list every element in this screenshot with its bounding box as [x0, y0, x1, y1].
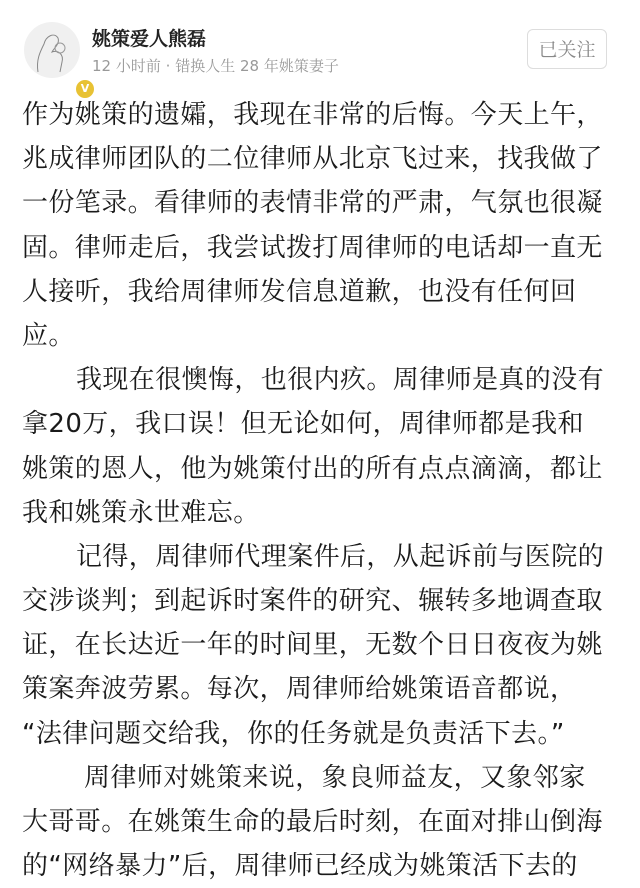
article-line: 作为姚策的遗孀，我现在非常的后悔。今天上午，	[22, 100, 603, 130]
article-line: 我现在很懊悔，也很内疚。周律师是真的没有	[76, 365, 605, 396]
article-line: 记得，周律师代理案件后，从起诉前与医院的	[76, 541, 605, 572]
article-line: 姚策的恩人，他为姚策付出的所有点点滴滴，都让	[22, 453, 603, 484]
post-header	[0, 0, 640, 95]
article-line: 我和姚策永世难忘。	[22, 497, 260, 528]
article-body	[22, 93, 632, 888]
post-meta	[92, 55, 339, 76]
article-line: 证，在长达近一年的时间里，无数个日日夜夜为姚	[22, 630, 603, 661]
verified-badge-icon: V	[74, 78, 96, 100]
article-line: 应。	[22, 320, 75, 351]
article-line: 一份笔录。看律师的表情非常的严肃，气氛也很凝	[22, 188, 603, 219]
meta-separator: ·	[165, 57, 171, 75]
article-line: 策案奔波劳累。每次，周律师给姚策语音都说，	[22, 674, 577, 705]
follow-button[interactable]: 已关注	[527, 29, 607, 69]
avatar[interactable]	[24, 22, 90, 95]
article-line: 人接听，我给周律师发信息道歉，也没有任何回	[22, 276, 577, 307]
article-line: 的“网络暴力”后，周律师已经成为姚策活下去的	[22, 851, 578, 882]
article-line: 周律师对姚策来说，象良师益友，又象邻家	[84, 762, 586, 793]
article-line: 交涉谈判；到起诉时案件的研究、辗转多地调查取	[22, 586, 603, 617]
article-line: 大哥哥。在姚策生命的最后时刻，在面对排山倒海	[22, 807, 603, 837]
author-name[interactable]: 姚策爱人熊磊	[92, 28, 207, 50]
post-time: 12 小时前	[92, 57, 161, 75]
article-line: 兆成律师团队的二位律师从北京飞过来，找我做了	[22, 144, 603, 175]
article-line: “法律问题交给我，你的任务就是负责活下去。”	[22, 718, 565, 749]
author-bio: 错换人生 28 年姚策妻子	[175, 57, 339, 75]
avatar-sketch-icon	[24, 22, 80, 78]
article-line: 固。律师走后，我尝试拨打周律师的电话却一直无	[22, 232, 603, 263]
article-line: 拿20万，我口误！但无论如何，周律师都是我和	[22, 409, 584, 440]
